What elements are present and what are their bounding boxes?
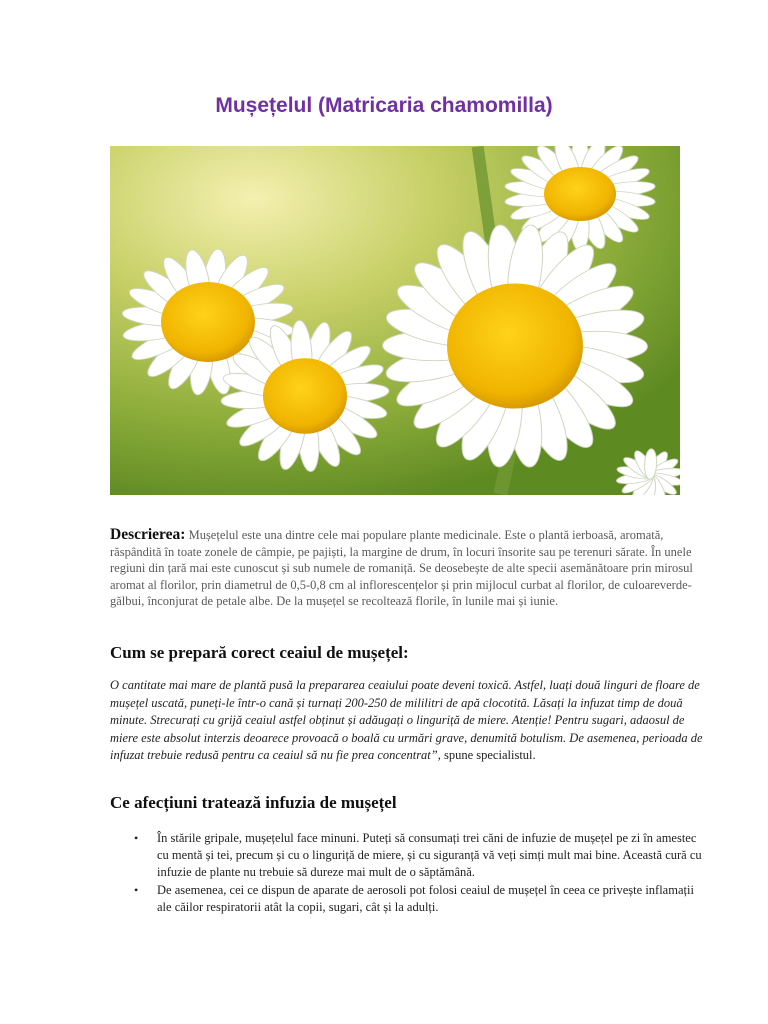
section-heading-ailments: Ce afecțiuni tratează infuzia de mușețel [110, 793, 397, 812]
preparation-quote [110, 677, 710, 765]
chamomile-illustration [110, 146, 680, 495]
chamomile-photo [110, 146, 680, 495]
page-title: Mușețelul (Matricaria chamomilla) [215, 94, 553, 117]
list-item [110, 882, 710, 916]
flower-center [544, 167, 616, 221]
flower-center [263, 358, 347, 434]
description-paragraph [110, 527, 710, 610]
description-label: Descrierea: [110, 526, 186, 543]
bullet-icon: • [134, 883, 139, 897]
section-heading-preparation: Cum se prepară corect ceaiul de mușețel: [110, 643, 409, 662]
flower-center [161, 282, 255, 362]
list-item-text: În stările gripale, mușețelul face minuni. Puteți să consumați trei căni de infuzie de mușețel pe zi în amestec cu mentă și tei, precum și cu o linguriță de miere, și cu siguranță vă veți simți mult mai bine. Această cură cu infuzie de plante nu trebuie să dureze mai mult de o săptămână. [157, 831, 702, 879]
preparation-quote-attribution: spune specialistul. [440, 748, 536, 763]
list-item-text: De asemenea, cei ce dispun de aparate de aerosoli pot folosi ceaiul de mușețel în ceea ce privește inflamații ale căilor respiratorii atât la copii, sugari, cât și la adulți. [157, 883, 694, 914]
ailments-list [110, 830, 710, 917]
flower-center [447, 283, 583, 408]
preparation-quote-italic: O cantitate mai mare de plantă pusă la prepararea ceaiului poate deveni toxică. Astfel, luați două linguri de floare de mușețel uscată, puneți-le într-o cană și turnați 200-250 de mililitri de apă clocotită. Lăsați la infuzat timp de două minute. Strecurați cu grijă ceaiul astfel obținut și adăugați o linguriță de miere. Atenție! Pentru sugari, adaosul de miere este absolut interzis deoarece provoacă o boală cu urmări grave, denumită botulism. De asemenea, perioada de infuzat trebuie redusă pentru ca ceaiul să nu fie prea concentrat”, [110, 678, 703, 763]
list-item [110, 830, 710, 881]
bullet-icon: • [134, 831, 139, 845]
description-text: Mușețelul este una dintre cele mai populare plante medicinale. Este o plantă ierboasă, aromată, răspândită în toate zonele de câmpie, pe pajiști, la margine de drum, în locuri însorite sau pe terenuri sărate. În unele regiuni din țară mai este cunoscut și sub numele de romaniță. Se deosebește de alte specii asemănătoare prin mirosul aromat al florilor, prin diametrul de 0,5-0,8 cm al inflorescențelor și prin mijlocul curbat al florilor, de culoareverde-gălbui, înconjurat de petale albe. De la mușețel se recoltează florile, în lunile mai și iunie. [110, 528, 693, 609]
